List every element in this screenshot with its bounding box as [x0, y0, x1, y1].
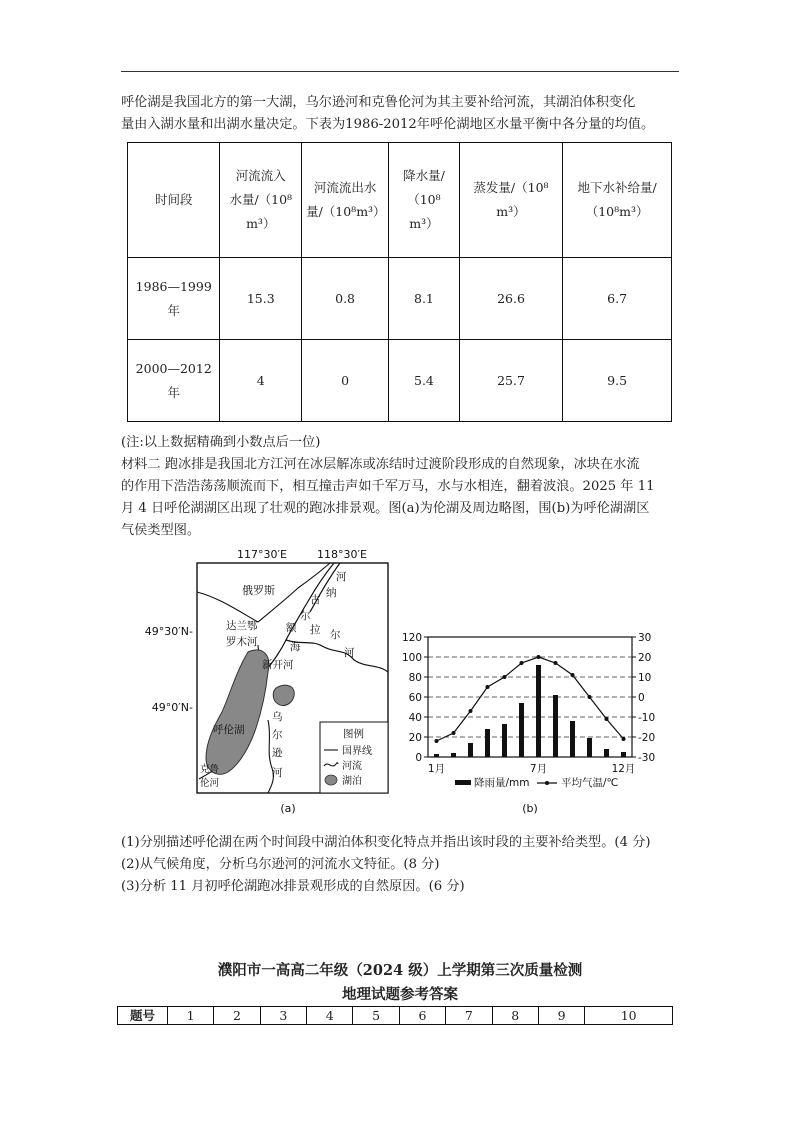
answer-title: 濮阳市一高高二年级（2024 级）上学期第三次质量检测 [217, 962, 583, 979]
header-precipitation: 降水量/ （10⁸ m³） [389, 143, 460, 258]
table-cell: 4 [220, 340, 302, 422]
answer-number: 1 [167, 1007, 213, 1025]
answer-number: 9 [538, 1007, 584, 1025]
lon-label-left: 117°30′E [237, 548, 287, 561]
temperature-point [520, 661, 524, 665]
right-tick-label: 30 [638, 632, 652, 644]
rain-bar [621, 752, 626, 757]
header-outflow: 河流流出水 量/（10⁸m³） [302, 143, 389, 258]
label-dalan-2: 罗木河 [226, 636, 258, 648]
rain-bar [485, 729, 490, 757]
rain-bar [604, 749, 609, 757]
label-ergun-4: 尔 [300, 610, 311, 622]
right-tick-label: 10 [638, 672, 652, 684]
table-row [128, 340, 672, 422]
chart-temperature-line [435, 655, 626, 743]
header-inflow: 河流流入 水量/（10⁸ m³） [220, 143, 302, 258]
answer-number: 8 [492, 1007, 538, 1025]
chart-bars [434, 665, 626, 757]
rain-bar [468, 743, 473, 757]
table-note: (注:以上数据精确到小数点后一位) [121, 435, 321, 450]
legend-border-label: 国界线 [342, 746, 372, 757]
chart-plot-frame [428, 637, 632, 757]
left-tick-label: 40 [408, 712, 422, 724]
intro-line-1: 呼伦湖是我国北方的第一大湖，乌尔逊河和克鲁伦河为其主要补给河流，其湖泊体积变化 [121, 95, 636, 110]
table-header-row [128, 143, 672, 258]
temperature-point [622, 737, 626, 741]
legend-temp-marker [545, 781, 549, 785]
lat-label-top: 49°30′N- [144, 625, 193, 638]
temperature-point [486, 685, 490, 689]
label-wuerxun-3: 逊 [272, 747, 283, 759]
label-ergun-5: 额 [286, 622, 297, 634]
right-tick-label: 20 [638, 652, 652, 664]
answer-number: 2 [214, 1007, 260, 1025]
label-wuerxun-1: 乌 [272, 711, 283, 723]
rain-bar [519, 703, 524, 757]
temperature-point [435, 739, 439, 743]
climate-chart-b [402, 632, 655, 815]
table-cell: 0 [302, 340, 389, 422]
temperature-point [588, 695, 592, 699]
temperature-point [503, 675, 507, 679]
caption-a: (a) [280, 802, 296, 815]
rain-bar [502, 724, 507, 757]
label-kelulun-1: 克鲁 [200, 764, 220, 775]
legend-river-label: 河流 [342, 761, 362, 772]
chart-x-axis [428, 763, 636, 775]
right-tick-label: -10 [638, 712, 656, 724]
label-hulun-lake: 呼伦湖 [213, 724, 245, 736]
answer-table [117, 1006, 673, 1025]
rain-bar [434, 754, 439, 757]
water-balance-table [127, 142, 672, 422]
row-period: 1986—1999 年 [128, 258, 220, 340]
right-tick-label: 0 [638, 692, 645, 704]
label-russia: 俄罗斯 [242, 584, 275, 597]
left-tick-label: 20 [408, 732, 422, 744]
left-tick-label: 60 [408, 692, 422, 704]
rain-bar [587, 738, 592, 757]
chart-left-axis [402, 632, 428, 764]
answer-number: 3 [260, 1007, 306, 1025]
table-cell: 8.1 [389, 258, 460, 340]
material2-line-4: 气侯类型图。 [121, 523, 201, 538]
label-ergun-1: 河 [336, 571, 347, 583]
answer-number: 10 [585, 1007, 673, 1025]
left-tick-label: 0 [415, 752, 422, 764]
intro-line-2: 量由入湖水量和出湖水量决定。下表为1986-2012年呼伦湖地区水量平衡中各分量的均值。 [121, 117, 655, 132]
table-cell: 0.8 [302, 258, 389, 340]
header-groundwater: 地下水补给量/ （10⁸m³） [563, 143, 672, 258]
table-cell: 15.3 [220, 258, 302, 340]
temperature-point [554, 661, 558, 665]
temperature-point [469, 709, 473, 713]
top-rule [121, 71, 679, 72]
right-tick-label: -30 [638, 752, 656, 764]
legend-rain-label: 降雨量/mm [474, 777, 530, 789]
temperature-point [537, 655, 541, 659]
answer-number: 7 [446, 1007, 492, 1025]
rain-bar [451, 753, 456, 757]
table-cell: 25.7 [459, 340, 562, 422]
answer-number: 6 [399, 1007, 445, 1025]
rain-bar [570, 721, 575, 757]
legend-title: 图例 [343, 728, 364, 740]
table-cell: 6.7 [563, 258, 672, 340]
rain-bar [553, 695, 558, 757]
answer-table-row [118, 1007, 673, 1025]
header-evaporation: 蒸发量/（10⁸ m³） [459, 143, 562, 258]
label-ergun-3: 古 [310, 594, 321, 606]
question-1: (1)分别描述呼伦湖在两个时间段中湖泊体积变化特点并指出该时段的主要补给类型。(4 分) [121, 835, 651, 850]
label-ergun-2: 纳 [326, 587, 337, 599]
table-cell: 9.5 [563, 340, 672, 422]
question-2: (2)从气候角度，分析乌尔逊河的河流水文特征。(8 分) [121, 857, 440, 872]
label-hailar-4: 河 [344, 647, 355, 659]
legend-lake-symbol [325, 775, 337, 785]
temperature-point [571, 673, 575, 677]
label-kelulun-2: 伦河 [200, 778, 220, 789]
left-tick-label: 100 [401, 652, 422, 664]
lon-label-right: 118°30′E [317, 548, 367, 561]
rain-bar [536, 665, 541, 757]
legend-rain-symbol [455, 780, 471, 785]
label-hailar-2: 拉 [310, 624, 321, 636]
left-tick-label: 120 [401, 632, 422, 644]
temperature-line [437, 657, 624, 741]
material2-line-1: 材料二 跑冰排是我国北方江河在冰层解冻或冻结时过渡阶段形成的自然现象，冰块在水流 [121, 457, 640, 472]
figure-area [0, 540, 800, 830]
answer-subtitle: 地理试题参考答案 [342, 986, 458, 1003]
answer-number: 4 [307, 1007, 353, 1025]
table-cell: 5.4 [389, 340, 460, 422]
answer-header: 题号 [118, 1007, 168, 1025]
x-tick-label: 1月 [427, 763, 446, 775]
legend-temp-label: 平均气温/℃ [561, 777, 619, 789]
table-cell: 26.6 [459, 258, 562, 340]
label-dalan-1: 达兰鄂 [226, 620, 258, 632]
material2-line-2: 的作用下浩浩荡荡顺流而下，相互撞击声如千军万马，水与水相连，翻着波浪。2025 年 11 [121, 479, 655, 494]
material2-line-3: 月 4 日呼伦湖湖区出现了壮观的跑冰排景观。图(a)为伦湖及周边略图，围(b)为呼伦湖湖区 [121, 501, 650, 516]
row-period: 2000—2012 年 [128, 340, 220, 422]
temperature-point [605, 717, 609, 721]
x-tick-label: 12月 [611, 763, 636, 775]
header-period: 时间段 [128, 143, 220, 258]
right-tick-label: -20 [638, 732, 656, 744]
chart-grid [428, 657, 632, 737]
legend-lake-label: 湖泊 [342, 776, 362, 787]
x-tick-label: 7月 [529, 763, 548, 775]
lat-label-bottom: 49°0′N- [151, 701, 193, 714]
map-a [145, 548, 388, 815]
label-wuerxun-2: 尔 [272, 729, 283, 741]
question-3: (3)分析 11 月初呼伦湖跑冰排景观形成的自然原因。(6 分) [121, 879, 465, 894]
label-xinkai: 新开河 [262, 659, 294, 671]
left-tick-label: 80 [408, 672, 422, 684]
label-wuerxun-4: 河 [272, 767, 283, 779]
temperature-point [452, 731, 456, 735]
label-hailar-1: 海 [290, 641, 301, 653]
table-row [128, 258, 672, 340]
chart-right-axis [632, 632, 655, 764]
answer-number: 5 [353, 1007, 399, 1025]
label-hailar-3: 尔 [330, 629, 341, 641]
caption-b: (b) [522, 802, 538, 815]
